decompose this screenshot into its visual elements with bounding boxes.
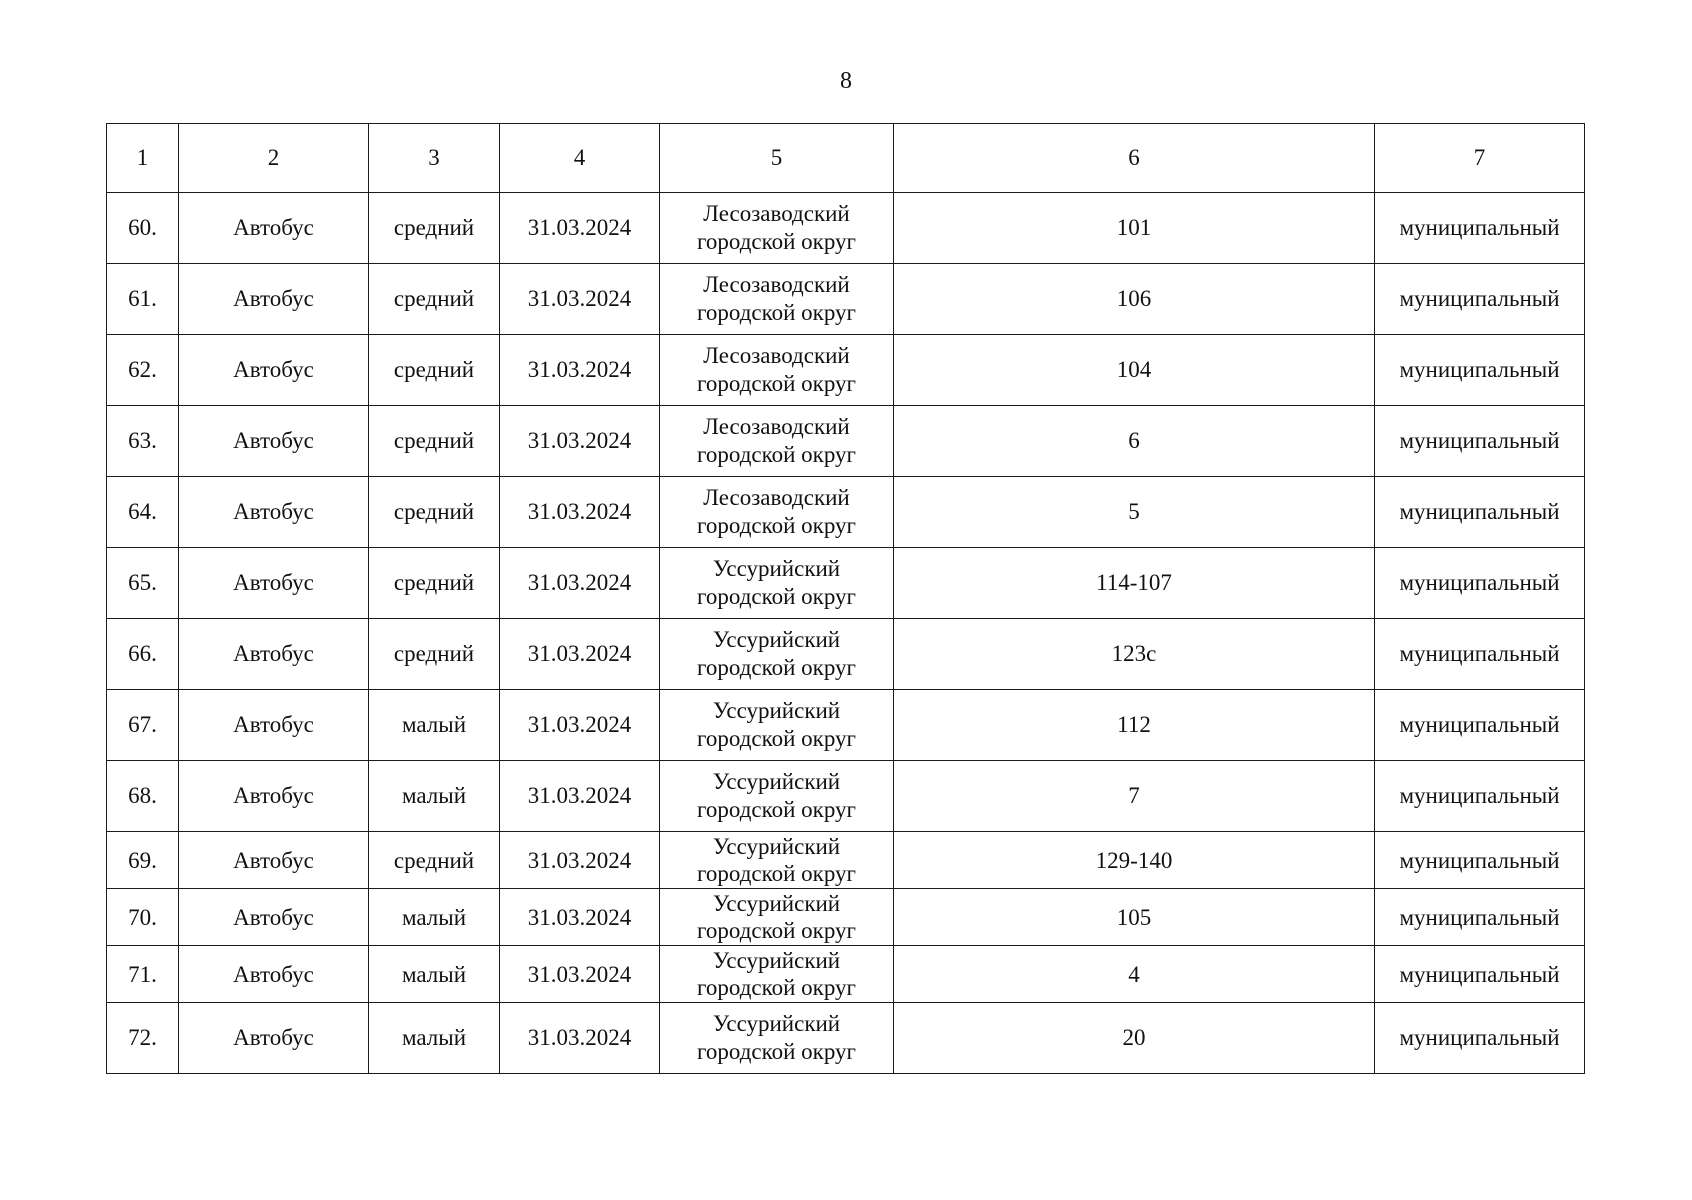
ownership-cell: муниципальный <box>1375 1003 1585 1074</box>
route-cell: 6 <box>894 406 1375 477</box>
vehicle-type-cell: Автобус <box>179 1003 369 1074</box>
district-cell <box>660 477 894 548</box>
route-cell: 4 <box>894 946 1375 1003</box>
row-number-cell: 65. <box>107 548 179 619</box>
vehicle-type-cell: Автобус <box>179 619 369 690</box>
district-line: Уссурийский <box>712 698 841 723</box>
district-line: городской округ <box>697 975 856 1000</box>
route-cell: 112 <box>894 690 1375 761</box>
ownership-cell: муниципальный <box>1375 264 1585 335</box>
district-line: Уссурийский <box>712 834 841 859</box>
district-line: Уссурийский <box>712 627 841 652</box>
district-line: городской округ <box>697 861 856 886</box>
date-cell: 31.03.2024 <box>500 832 660 889</box>
table-row <box>107 548 1585 619</box>
row-number-cell: 63. <box>107 406 179 477</box>
district-cell <box>660 264 894 335</box>
vehicle-class-cell: малый <box>369 946 500 1003</box>
table-row <box>107 946 1585 1003</box>
ownership-cell: муниципальный <box>1375 889 1585 946</box>
header-cell: 1 <box>107 124 179 193</box>
row-number-cell: 70. <box>107 889 179 946</box>
vehicle-type-cell: Автобус <box>179 406 369 477</box>
district-line: Уссурийский <box>712 891 841 916</box>
date-cell: 31.03.2024 <box>500 264 660 335</box>
district-line: Лесозаводский <box>703 272 850 297</box>
row-number-cell: 71. <box>107 946 179 1003</box>
date-cell: 31.03.2024 <box>500 335 660 406</box>
district-line: городской округ <box>697 797 856 822</box>
vehicle-class-cell: средний <box>369 264 500 335</box>
vehicle-class-cell: средний <box>369 548 500 619</box>
district-line: Лесозаводский <box>703 343 850 368</box>
district-line: Лесозаводский <box>703 201 850 226</box>
date-cell: 31.03.2024 <box>500 1003 660 1074</box>
table-row <box>107 193 1585 264</box>
district-line: городской округ <box>697 584 856 609</box>
district-cell <box>660 946 894 1003</box>
district-cell <box>660 690 894 761</box>
district-line: Уссурийский <box>712 1011 841 1036</box>
vehicle-type-cell: Автобус <box>179 946 369 1003</box>
district-line: Лесозаводский <box>703 485 850 510</box>
row-number-cell: 62. <box>107 335 179 406</box>
routes-table <box>106 123 1585 1074</box>
district-cell <box>660 832 894 889</box>
ownership-cell: муниципальный <box>1375 406 1585 477</box>
table-row <box>107 477 1585 548</box>
route-cell: 7 <box>894 761 1375 832</box>
ownership-cell: муниципальный <box>1375 761 1585 832</box>
ownership-cell: муниципальный <box>1375 832 1585 889</box>
row-number-cell: 68. <box>107 761 179 832</box>
ownership-cell: муниципальный <box>1375 548 1585 619</box>
row-number-cell: 61. <box>107 264 179 335</box>
table-row <box>107 1003 1585 1074</box>
route-cell: 123с <box>894 619 1375 690</box>
header-cell: 2 <box>179 124 369 193</box>
vehicle-type-cell: Автобус <box>179 264 369 335</box>
table-row <box>107 690 1585 761</box>
vehicle-class-cell: средний <box>369 832 500 889</box>
district-cell <box>660 548 894 619</box>
table-body <box>107 124 1585 1074</box>
row-number-cell: 69. <box>107 832 179 889</box>
district-line: городской округ <box>697 918 856 943</box>
date-cell: 31.03.2024 <box>500 690 660 761</box>
district-line: Уссурийский <box>712 769 841 794</box>
row-number-cell: 67. <box>107 690 179 761</box>
ownership-cell: муниципальный <box>1375 690 1585 761</box>
header-cell: 6 <box>894 124 1375 193</box>
vehicle-class-cell: средний <box>369 335 500 406</box>
header-cell: 5 <box>660 124 894 193</box>
table-row <box>107 889 1585 946</box>
district-cell <box>660 889 894 946</box>
row-number-cell: 66. <box>107 619 179 690</box>
district-cell <box>660 335 894 406</box>
route-cell: 5 <box>894 477 1375 548</box>
district-line: городской округ <box>697 442 856 467</box>
district-line: городской округ <box>697 229 856 254</box>
vehicle-type-cell: Автобус <box>179 690 369 761</box>
vehicle-type-cell: Автобус <box>179 548 369 619</box>
district-line: Уссурийский <box>712 556 841 581</box>
vehicle-class-cell: малый <box>369 889 500 946</box>
vehicle-class-cell: средний <box>369 406 500 477</box>
district-cell <box>660 406 894 477</box>
vehicle-class-cell: средний <box>369 477 500 548</box>
table-row <box>107 335 1585 406</box>
header-cell: 4 <box>500 124 660 193</box>
district-line: Уссурийский <box>712 948 841 973</box>
table-row <box>107 406 1585 477</box>
ownership-cell: муниципальный <box>1375 477 1585 548</box>
date-cell: 31.03.2024 <box>500 761 660 832</box>
route-cell: 101 <box>894 193 1375 264</box>
district-line: городской округ <box>697 371 856 396</box>
date-cell: 31.03.2024 <box>500 946 660 1003</box>
ownership-cell: муниципальный <box>1375 946 1585 1003</box>
table-row <box>107 832 1585 889</box>
district-cell <box>660 193 894 264</box>
vehicle-type-cell: Автобус <box>179 335 369 406</box>
vehicle-type-cell: Автобус <box>179 761 369 832</box>
page-number: 8 <box>840 68 852 94</box>
vehicle-type-cell: Автобус <box>179 477 369 548</box>
district-cell <box>660 1003 894 1074</box>
district-line: городской округ <box>697 655 856 680</box>
header-cell: 3 <box>369 124 500 193</box>
vehicle-class-cell: средний <box>369 619 500 690</box>
ownership-cell: муниципальный <box>1375 193 1585 264</box>
vehicle-type-cell: Автобус <box>179 889 369 946</box>
route-cell: 105 <box>894 889 1375 946</box>
row-number-cell: 60. <box>107 193 179 264</box>
district-line: городской округ <box>697 1039 856 1064</box>
date-cell: 31.03.2024 <box>500 619 660 690</box>
route-cell: 106 <box>894 264 1375 335</box>
table-row <box>107 264 1585 335</box>
ownership-cell: муниципальный <box>1375 619 1585 690</box>
ownership-cell: муниципальный <box>1375 335 1585 406</box>
date-cell: 31.03.2024 <box>500 406 660 477</box>
date-cell: 31.03.2024 <box>500 477 660 548</box>
route-cell: 129-140 <box>894 832 1375 889</box>
vehicle-class-cell: малый <box>369 1003 500 1074</box>
row-number-cell: 64. <box>107 477 179 548</box>
row-number-cell: 72. <box>107 1003 179 1074</box>
district-line: городской округ <box>697 513 856 538</box>
header-cell: 7 <box>1375 124 1585 193</box>
district-line: городской округ <box>697 726 856 751</box>
district-line: городской округ <box>697 300 856 325</box>
vehicle-class-cell: малый <box>369 761 500 832</box>
vehicle-type-cell: Автобус <box>179 832 369 889</box>
district-cell <box>660 619 894 690</box>
route-cell: 104 <box>894 335 1375 406</box>
route-cell: 20 <box>894 1003 1375 1074</box>
date-cell: 31.03.2024 <box>500 889 660 946</box>
vehicle-type-cell: Автобус <box>179 193 369 264</box>
vehicle-class-cell: средний <box>369 193 500 264</box>
vehicle-class-cell: малый <box>369 690 500 761</box>
date-cell: 31.03.2024 <box>500 548 660 619</box>
route-cell: 114-107 <box>894 548 1375 619</box>
date-cell: 31.03.2024 <box>500 193 660 264</box>
district-line: Лесозаводский <box>703 414 850 439</box>
table-row <box>107 761 1585 832</box>
header-row <box>107 124 1585 193</box>
table-row <box>107 619 1585 690</box>
district-cell <box>660 761 894 832</box>
